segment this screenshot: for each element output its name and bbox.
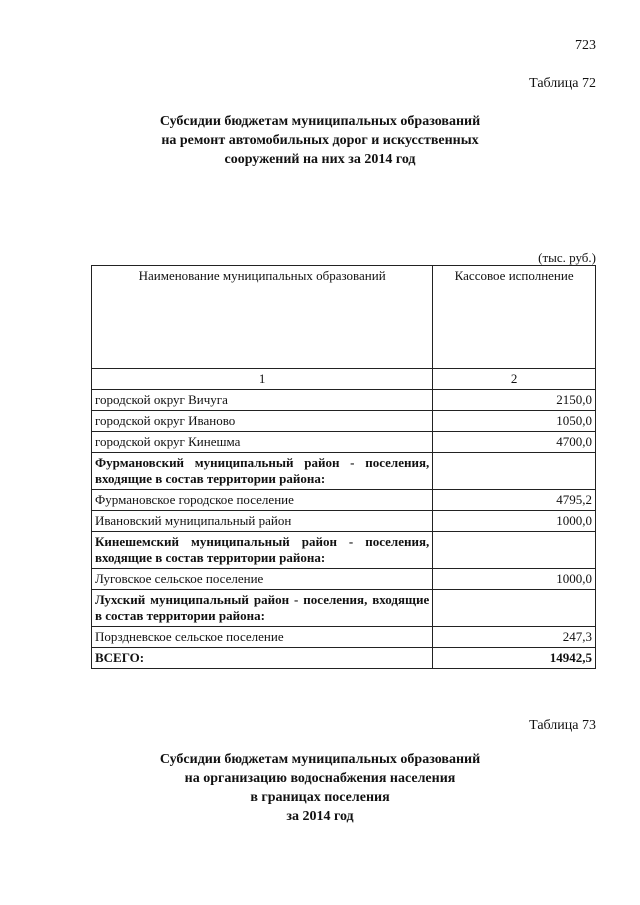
table-row (92, 411, 596, 432)
column-header-name: Наименование муниципальных образований (92, 266, 433, 369)
table-row (92, 532, 596, 569)
table-row (92, 569, 596, 590)
table-72-title-line: на ремонт автомобильных дорог и искусственных (161, 133, 479, 148)
table-row (92, 453, 596, 490)
table-72-label: Таблица 72 (529, 76, 596, 91)
table-73-title (0, 750, 640, 826)
row-value (433, 590, 596, 627)
row-value: 4795,2 (433, 490, 596, 511)
row-name: Кинешемский муниципальный район - поселения, входящие в состав территории района: (92, 532, 433, 569)
table-row (92, 390, 596, 411)
table-row (92, 490, 596, 511)
row-value (433, 532, 596, 569)
row-value: 4700,0 (433, 432, 596, 453)
table-row (92, 511, 596, 532)
row-value: 1000,0 (433, 569, 596, 590)
row-name: Порздневское сельское поселение (92, 627, 433, 648)
column-number-row (92, 369, 596, 390)
subsidy-table (91, 265, 596, 669)
row-value: 1000,0 (433, 511, 596, 532)
row-name: городской округ Вичуга (92, 390, 433, 411)
column-number: 2 (433, 369, 596, 390)
row-name: Лухский муниципальный район - поселения, входящие в состав территории района: (92, 590, 433, 627)
row-value (433, 453, 596, 490)
row-name: ВСЕГО: (92, 648, 433, 669)
table-73-title-line: в границах поселения (250, 790, 390, 805)
table-row (92, 432, 596, 453)
table-73-title-line: на организацию водоснабжения населения (184, 771, 456, 786)
table-72-title (0, 112, 640, 169)
row-value: 14942,5 (433, 648, 596, 669)
row-name: Луговское сельское поселение (92, 569, 433, 590)
row-name: городской округ Кинешма (92, 432, 433, 453)
units-label: (тыс. руб.) (538, 250, 596, 265)
row-name: городской округ Иваново (92, 411, 433, 432)
column-header-execution: Кассовое исполнение (433, 266, 596, 369)
table-row (92, 590, 596, 627)
row-value: 247,3 (433, 627, 596, 648)
table-73-title-line: Субсидии бюджетам муниципальных образований (159, 752, 481, 767)
page-number: 723 (575, 38, 596, 53)
row-value: 1050,0 (433, 411, 596, 432)
table-73-title-line: за 2014 год (286, 809, 354, 824)
column-number: 1 (92, 369, 433, 390)
table-73-label: Таблица 73 (529, 718, 596, 733)
table-row (92, 648, 596, 669)
row-name: Фурмановский муниципальный район - поселения, входящие в состав территории района: (92, 453, 433, 490)
table-row (92, 627, 596, 648)
row-name: Фурмановское городское поселение (92, 490, 433, 511)
row-name: Ивановский муниципальный район (92, 511, 433, 532)
table-72-title-line: сооружений на них за 2014 год (224, 152, 416, 167)
table-72-title-line: Субсидии бюджетам муниципальных образований (159, 114, 481, 129)
row-value: 2150,0 (433, 390, 596, 411)
